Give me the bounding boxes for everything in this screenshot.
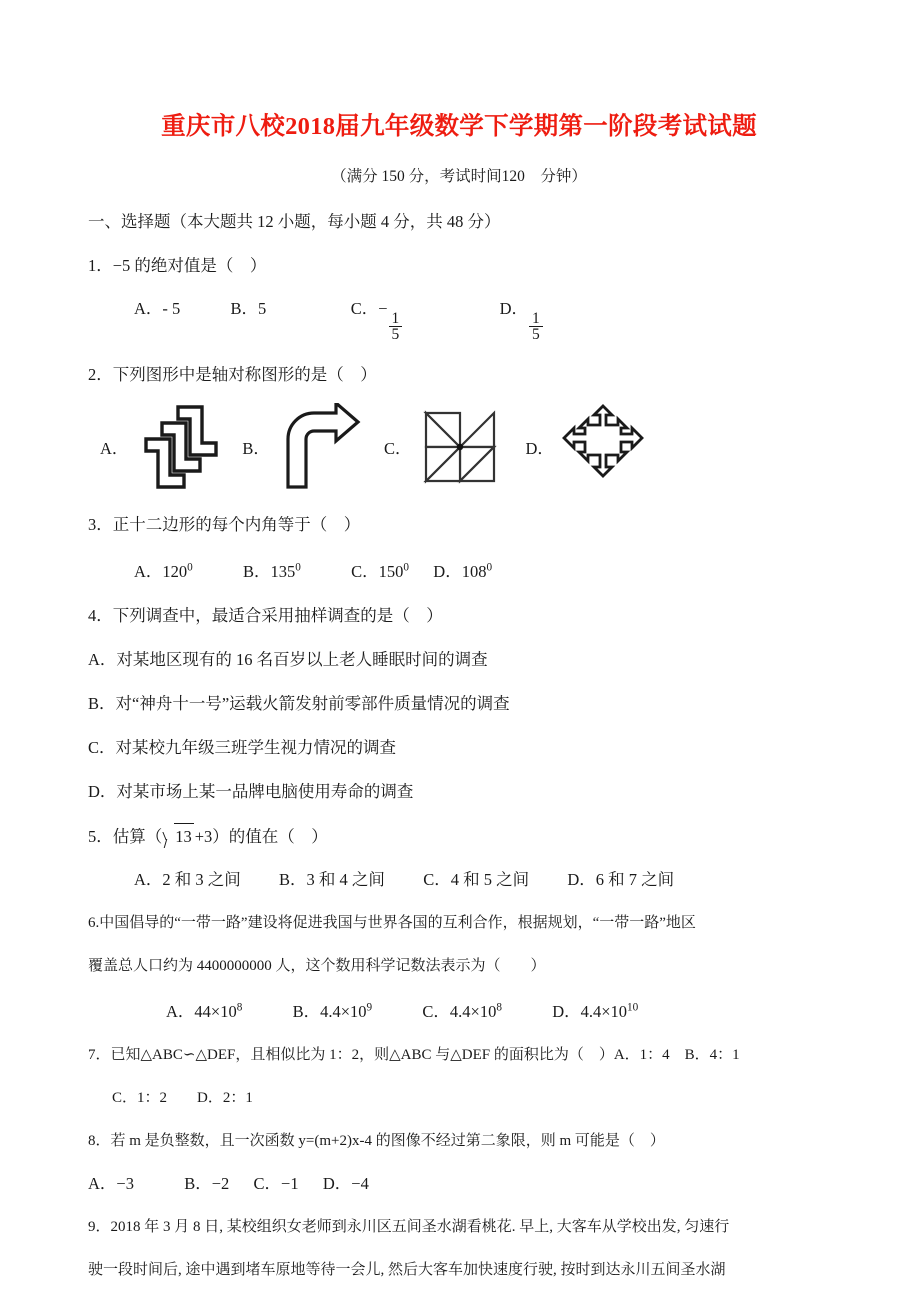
- question-5-stem-post: +3）的值在（ ）: [194, 826, 328, 846]
- question-5-stem: [88, 823, 830, 849]
- question-8-stem: 8．若 m 是负整数，且一次函数 y=(m+2)x-4 的图像不经过第二象限，则 m 可能是（ ）: [88, 1133, 665, 1150]
- page-title: 重庆市八校2018届九年级数学下学期第一阶段考试试题: [161, 113, 757, 140]
- question-7-stem-line-2: C．1：2 D．2：1: [112, 1090, 253, 1107]
- option-5-c: C．4 和 5 之间: [423, 869, 530, 889]
- question-7-stem-line-1: 7．已知△ABC∽△DEF，且相似比为 1：2，则△ABC 与△DEF 的面积比为（ ）A．1：4 B．4：1: [88, 1047, 740, 1064]
- stacked-l-shapes-figure: [134, 403, 220, 491]
- option-4-b: B．对“神舟十一号”运载火箭发射前零部件质量情况的调查: [88, 693, 510, 713]
- figure-label-b: B．: [242, 439, 270, 459]
- option-5-d: D．6 和 7 之间: [567, 869, 675, 889]
- option-6-b: B．$4.4\times 10^9$: [292, 1001, 373, 1022]
- question-3-options: [88, 555, 830, 584]
- fraction-one-fifth: [389, 311, 403, 344]
- question-8-options: [88, 1171, 830, 1196]
- option-4-c: C．对某校九年级三班学生视力情况的调查: [88, 737, 397, 757]
- superscript: 8: [236, 1001, 243, 1014]
- question-9-stem-line-1: 9．2018 年 3 月 8 日, 某校组织女老师到永川区五间圣水湖看桃花. 早上, 大客车从学校出发, 匀速行: [88, 1219, 730, 1236]
- question-1-options: [88, 296, 830, 343]
- question-9-stem-line-2: 驶一段时间后, 途中遇到堵车原地等待一会儿, 然后大客车加快速度行驶, 按时到达永川五间圣水湖: [88, 1262, 726, 1279]
- option-8-d: D．−4: [322, 1174, 369, 1194]
- option-8-b: B．−2: [184, 1174, 230, 1194]
- fraction-one-fifth: [529, 311, 543, 344]
- question-6-stem-line-1: 6.中国倡导的“一带一路”建设将促进我国与世界各国的互利合作，根据规划，“一带一路”地区: [88, 914, 696, 931]
- figure-label-d: D．: [525, 439, 554, 459]
- fraction-denominator: 5: [529, 326, 543, 343]
- exam-info-subtitle: （满分 150 分，考试时间120 分钟）: [331, 168, 587, 185]
- question-6-stem-line-2: 覆盖总人口约为 4400000000 人，这个数用科学记数法表示为（ ）: [88, 957, 546, 974]
- four-point-arrow-diamond-figure: [560, 403, 646, 491]
- curved-arrow-figure: [276, 403, 362, 491]
- square-root-symbol: [163, 823, 194, 849]
- question-2-figure-row: [88, 401, 830, 493]
- question-3-stem: 3．正十二边形的每个内角等于（ ）: [88, 515, 361, 535]
- question-2-stem: 2．下列图形中是轴对称图形的是（ ）: [88, 365, 377, 385]
- option-6-d: D．$4.4\times 10^{10}$: [552, 1001, 639, 1022]
- option-4-a: A．对某地区现有的 16 名百岁以上老人睡眠时间的调查: [88, 649, 488, 669]
- question-5-options: [88, 867, 830, 892]
- section-heading: 一、选择题（本大题共 12 小题，每小题 4 分，共 48 分）: [88, 212, 501, 231]
- figure-label-c: C．: [383, 439, 412, 459]
- figure-label-a: A．: [100, 439, 129, 459]
- option-1-b: B．5: [230, 299, 267, 318]
- option-4-d: D．对某市场上某一品牌电脑使用寿命的调查: [88, 781, 414, 801]
- fraction-denominator: 5: [389, 326, 403, 343]
- document-content: [88, 112, 830, 1282]
- superscript: 0: [403, 561, 410, 574]
- superscript: 0: [486, 561, 493, 574]
- option-8-c: C．−1: [253, 1174, 299, 1194]
- superscript: 0: [295, 561, 301, 574]
- question-5-stem-pre: 5．估算（: [88, 826, 163, 846]
- superscript: 10: [627, 1001, 639, 1014]
- pinwheel-figure: [417, 403, 503, 491]
- question-4-stem: 4．下列调查中，最适合采用抽样调查的是（ ）: [88, 605, 443, 625]
- option-3-c: C．$150^0$: [351, 561, 410, 581]
- superscript: 9: [366, 1001, 373, 1014]
- option-6-c: C．$4.4\times 10^8$: [422, 1001, 502, 1022]
- option-1-d-prefix: D．: [499, 299, 529, 318]
- fraction-numerator: 1: [391, 309, 400, 327]
- option-5-b: B．3 和 4 之间: [279, 869, 385, 889]
- option-1-c-prefix: C．−: [350, 299, 388, 318]
- option-8-a: A．−3: [88, 1174, 134, 1194]
- option-3-a: A．$120^0$: [134, 561, 193, 581]
- superscript: 0: [187, 561, 193, 574]
- option-6-a: A．$44\times 10^8$: [166, 1001, 243, 1022]
- option-5-a: A．2 和 3 之间: [134, 869, 241, 889]
- radicand: 13: [174, 823, 194, 849]
- superscript: 8: [496, 1001, 502, 1014]
- option-1-a: A．- 5: [134, 299, 181, 318]
- option-3-b: B．$135^0$: [243, 561, 301, 581]
- fraction-numerator: 1: [532, 309, 540, 327]
- question-6-options: [88, 996, 830, 1025]
- question-1-stem: 1．−5 的绝对值是（ ）: [88, 256, 267, 275]
- option-3-d: D．$108^0$: [433, 561, 493, 581]
